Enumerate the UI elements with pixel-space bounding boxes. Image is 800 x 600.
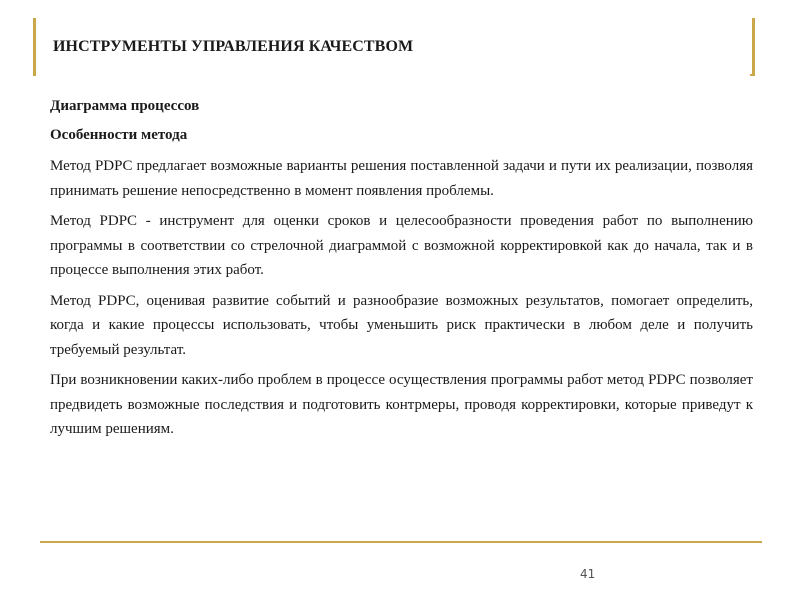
title-right-rule [752, 18, 755, 76]
title-left-rule [33, 18, 36, 76]
subsection-heading: Особенности метода [50, 127, 188, 143]
slide-title: ИНСТРУМЕНТЫ УПРАВЛЕНИЯ КАЧЕСТВОМ [53, 38, 414, 55]
paragraph-1: Метод PDPC предлагает возможные варианты решения поставленной задачи и пути их реализации, позволяя принимать решение непосредственно в момент появления проблемы. [50, 158, 753, 199]
slide-content [50, 96, 753, 448]
page-number: 41 [580, 567, 596, 581]
title-frame [33, 18, 755, 76]
paragraph-3: Метод PDPC, оценивая развитие событий и разнообразие возможных результатов, помогает определить, когда и какие процессы использовать, чтобы уменьшить риск практически в любом деле и получить требуемый результат. [50, 292, 753, 358]
paragraph-2: Метод PDPC - инструмент для оценки сроков и целесообразности проведения работ по выполнению программы в соответствии со стрелочной диаграммой с возможной корректировкой как до начала, так и в процессе выполнения этих работ. [50, 213, 753, 278]
title-corner-mark [750, 74, 753, 76]
paragraph-4: При возникновении каких-либо проблем в процессе осуществления программы работ метод PDPC позволяет предвидеть возможные последствия и подготовить контрмеры, проводя корректировки, которые приведут к лучшим решениям. [50, 372, 753, 437]
section-heading: Диаграмма процессов [50, 98, 200, 114]
footer-divider [40, 541, 762, 543]
